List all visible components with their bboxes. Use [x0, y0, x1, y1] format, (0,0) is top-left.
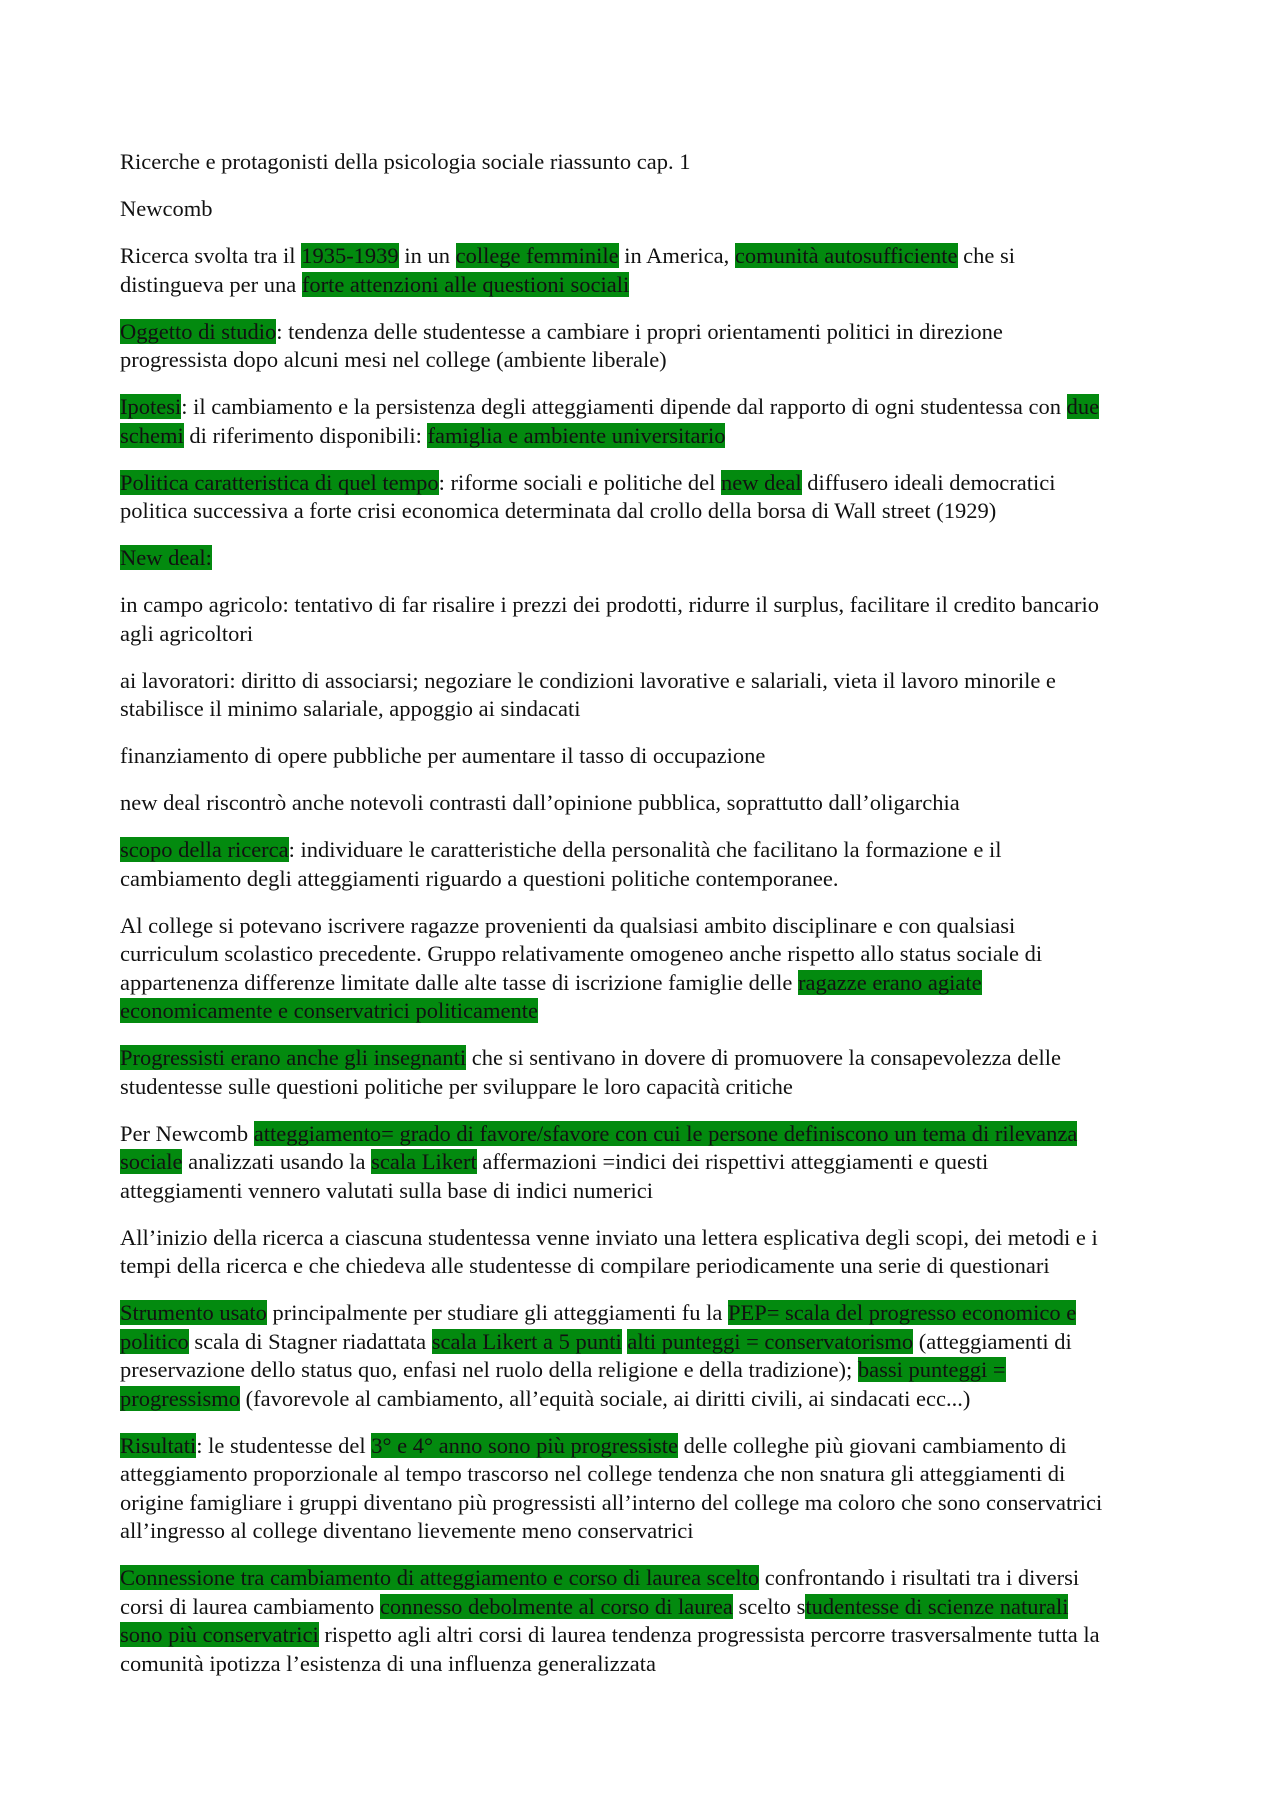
- body-text: new deal riscontrò anche notevoli contrasti dall’opinione pubblica, soprattutto dall’oligarchia: [120, 790, 960, 815]
- text-line: [120, 346, 1180, 375]
- body-text: tempi della ricerca e che chiedeva alle studentesse di compilare periodicamente una serie di questionari: [120, 1253, 1050, 1278]
- body-text: finanziamento di opere pubbliche per aumentare il tasso di occupazione: [120, 743, 766, 768]
- body-text: scelto s: [732, 1593, 806, 1619]
- highlighted-text: PEP= scala del progresso economico e: [727, 1300, 1077, 1325]
- body-text: politica successiva a forte crisi economica determinata dal crollo della borsa di Wall street (1929): [120, 498, 997, 523]
- body-text: stabilisce il minimo salariale, appoggio ai sindacati: [120, 696, 581, 721]
- body-text: di riferimento disponibili:: [183, 422, 428, 448]
- text-line: [120, 1432, 1180, 1461]
- document-paragraph: [120, 591, 1180, 648]
- highlighted-text: Risultati: [120, 1432, 197, 1458]
- highlighted-text: alti punteggi = conservatorismo: [627, 1328, 914, 1354]
- text-line: [120, 1517, 1180, 1546]
- body-text: curriculum scolastico precedente. Gruppo relativamente omogeneo anche rispetto allo status sociale di: [120, 941, 1043, 966]
- document-paragraph: [120, 148, 1180, 177]
- body-text: atteggiamento proporzionale al tempo trascorso nel college tendenza che non snatura gli atteggiamenti di: [120, 1461, 1066, 1486]
- text-line: [120, 620, 1180, 649]
- document-paragraph: [120, 1224, 1180, 1281]
- body-text: scala di Stagner riadattata: [188, 1328, 432, 1354]
- highlighted-text: schemi: [120, 422, 184, 448]
- text-line: [120, 1460, 1180, 1489]
- text-line: [120, 1489, 1180, 1518]
- highlighted-text: New deal:: [120, 545, 212, 570]
- body-text: corsi di laurea cambiamento: [120, 1593, 380, 1619]
- body-text: appartenenza differenze limitate dalle alte tasse di iscrizione famiglie delle: [120, 969, 799, 995]
- document-paragraph: [120, 1120, 1180, 1206]
- text-line: [120, 1621, 1180, 1650]
- body-text: Per Newcomb: [120, 1120, 254, 1146]
- highlighted-text: new deal: [721, 469, 802, 495]
- body-text: in campo agricolo: tentativo di far risalire i prezzi dei prodotti, ridurre il surplus, facilitare il credito bancario: [120, 592, 1100, 617]
- text-line: [120, 940, 1180, 969]
- text-line: [120, 1177, 1180, 1206]
- highlighted-text: 1935-1939: [301, 243, 399, 268]
- highlighted-text: Oggetto di studio: [120, 318, 277, 344]
- text-line: [120, 667, 1180, 696]
- body-text: confrontando i risultati tra i diversi: [759, 1565, 1080, 1590]
- highlighted-text: Strumento usato: [120, 1300, 267, 1325]
- document-paragraph: [120, 393, 1180, 450]
- text-line: [120, 865, 1180, 894]
- highlighted-text: famiglia e ambiente universitario: [427, 422, 726, 448]
- text-line: [120, 422, 1180, 451]
- highlighted-text: bassi punteggi =: [857, 1357, 1006, 1382]
- text-line: [120, 393, 1180, 422]
- text-line: [120, 1356, 1180, 1385]
- body-text: studentesse sulle questioni politiche per sviluppare le loro capacità critiche: [120, 1073, 793, 1099]
- body-text: cambiamento degli atteggiamenti riguardo a questioni politiche contemporanee.: [120, 865, 839, 891]
- body-text: origine famigliare i gruppi diventano più progressisti all’interno del college ma coloro che sono conservatrici: [120, 1489, 1103, 1515]
- highlighted-text: scala Likert: [371, 1149, 477, 1174]
- text-line: [120, 1564, 1180, 1593]
- text-line: [120, 195, 1180, 224]
- text-line: [120, 789, 1180, 818]
- body-text: All’inizio della ricerca a ciascuna studentessa venne inviato una lettera esplicativa degli scopi, dei metodi e i: [120, 1224, 1098, 1250]
- body-text: che si sentivano in dovere di promuovere la consapevolezza delle: [466, 1045, 1061, 1070]
- highlighted-text: ragazze erano agiate: [798, 969, 982, 995]
- text-line: [120, 969, 1180, 998]
- highlighted-text: Progressisti erano anche gli insegnanti: [120, 1045, 467, 1070]
- text-line: [120, 242, 1180, 271]
- document-paragraph: [120, 742, 1180, 771]
- document-paragraph: [120, 1299, 1180, 1413]
- body-text: Al college si potevano iscrivere ragazze provenienti da qualsiasi ambito disciplinare e con qualsiasi: [120, 912, 1016, 938]
- text-line: [120, 1593, 1180, 1622]
- text-line: [120, 1328, 1180, 1357]
- highlighted-text: due: [1066, 394, 1100, 419]
- text-line: [120, 695, 1180, 724]
- text-line: [120, 912, 1180, 941]
- highlighted-text: politico: [120, 1328, 189, 1354]
- body-text: : tendenza delle studentesse a cambiare i propri orientamenti politici in direzione: [276, 318, 1003, 344]
- highlighted-text: sono più conservatrici: [120, 1622, 319, 1647]
- text-line: [120, 469, 1180, 498]
- highlighted-text: tudentesse di scienze naturali: [805, 1593, 1069, 1619]
- text-line: [120, 544, 1180, 573]
- body-text: in un: [398, 243, 456, 268]
- text-line: [120, 497, 1180, 526]
- highlighted-text: Ipotesi: [120, 394, 182, 419]
- body-text: che si: [957, 243, 1015, 268]
- text-line: [120, 1148, 1180, 1177]
- document-paragraph: [120, 836, 1180, 893]
- body-text: : il cambiamento e la persistenza degli atteggiamenti dipende dal rapporto di ogni studentessa con: [181, 394, 1067, 419]
- document-paragraph: [120, 544, 1180, 573]
- highlighted-text: 3° e 4° anno sono più progressiste: [371, 1432, 678, 1458]
- text-line: [120, 836, 1180, 865]
- body-text: : riforme sociali e politiche del: [438, 469, 722, 495]
- text-line: [120, 148, 1180, 177]
- highlighted-text: Politica caratteristica di quel tempo: [120, 469, 439, 495]
- body-text: preservazione dello status quo, enfasi nel ruolo della religione e della tradizione);: [120, 1357, 858, 1382]
- text-line: [120, 742, 1180, 771]
- text-line: [120, 1073, 1180, 1102]
- highlighted-text: college femminile: [455, 243, 619, 268]
- body-text: Newcomb: [120, 196, 213, 221]
- text-line: [120, 1224, 1180, 1253]
- text-line: [120, 997, 1180, 1026]
- highlighted-text: scala Likert a 5 punti: [431, 1328, 622, 1354]
- highlighted-text: forte attenzioni alle questioni sociali: [301, 271, 630, 297]
- body-text: diffusero ideali democratici: [801, 469, 1056, 495]
- body-text: agli agricoltori: [120, 620, 254, 646]
- body-text: (atteggiamenti di: [913, 1328, 1072, 1354]
- body-text: analizzati usando la: [182, 1149, 372, 1174]
- document-paragraph: [120, 1432, 1180, 1546]
- document-paragraph: [120, 1044, 1180, 1101]
- body-text: in America,: [618, 243, 735, 268]
- body-text: (favorevole al cambiamento, all’equità sociale, ai diritti civili, ai sindacati ecc...): [240, 1385, 971, 1411]
- body-text: principalmente per studiare gli atteggiamenti fu la: [266, 1300, 728, 1325]
- body-text: Ricerche e protagonisti della psicologia sociale riassunto cap. 1: [120, 149, 691, 174]
- body-text: Ricerca svolta tra il: [120, 243, 302, 268]
- text-line: [120, 1650, 1180, 1679]
- text-line: [120, 1299, 1180, 1328]
- text-line: [120, 1044, 1180, 1073]
- text-line: [120, 1120, 1180, 1149]
- document-paragraph: [120, 242, 1180, 299]
- text-line: [120, 1385, 1180, 1414]
- highlighted-text: economicamente e conservatrici politicamente: [120, 998, 538, 1023]
- highlighted-text: atteggiamento= grado di favore/sfavore con cui le persone definiscono un tema di rilevanza: [253, 1120, 1078, 1146]
- body-text: affermazioni =indici dei rispettivi atteggiamenti e questi: [476, 1149, 989, 1174]
- highlighted-text: progressismo: [120, 1385, 240, 1411]
- body-text: distingueva per una: [120, 271, 302, 297]
- document-paragraph: [120, 789, 1180, 818]
- text-line: [120, 591, 1180, 620]
- document-paragraph: [120, 195, 1180, 224]
- body-text: : le studentesse del: [196, 1432, 372, 1458]
- highlighted-text: comunità autosufficiente: [734, 243, 958, 268]
- body-text: progressista dopo alcuni mesi nel college (ambiente liberale): [120, 347, 667, 372]
- body-text: rispetto agli altri corsi di laurea tendenza progressista percorre trasversalmente tutta la: [318, 1622, 1100, 1647]
- body-text: ai lavoratori: diritto di associarsi; negoziare le condizioni lavorative e salariali, vieta il lavoro minorile e: [120, 667, 1056, 693]
- body-text: : individuare le caratteristiche della personalità che facilitano la formazione e il: [288, 837, 1002, 862]
- document-paragraph: [120, 318, 1180, 375]
- body-text: all’ingresso al college diventano lievemente meno conservatrici: [120, 1518, 694, 1543]
- document-paragraph: [120, 469, 1180, 526]
- document-paragraph: [120, 912, 1180, 1026]
- body-text: delle colleghe più giovani cambiamento di: [677, 1432, 1067, 1458]
- text-line: [120, 271, 1180, 300]
- text-line: [120, 318, 1180, 347]
- highlighted-text: Connessione tra cambiamento di atteggiamento e corso di laurea scelto: [120, 1565, 760, 1590]
- highlighted-text: connesso debolmente al corso di laurea: [379, 1593, 733, 1619]
- document-page: [120, 148, 1180, 1697]
- highlighted-text: sociale: [120, 1149, 183, 1174]
- text-line: [120, 1252, 1180, 1281]
- body-text: comunità ipotizza l’esistenza di una influenza generalizzata: [120, 1650, 656, 1676]
- body-text: atteggiamenti vennero valutati sulla base di indici numerici: [120, 1177, 653, 1203]
- document-paragraph: [120, 667, 1180, 724]
- highlighted-text: scopo della ricerca: [120, 837, 289, 862]
- document-paragraph: [120, 1564, 1180, 1678]
